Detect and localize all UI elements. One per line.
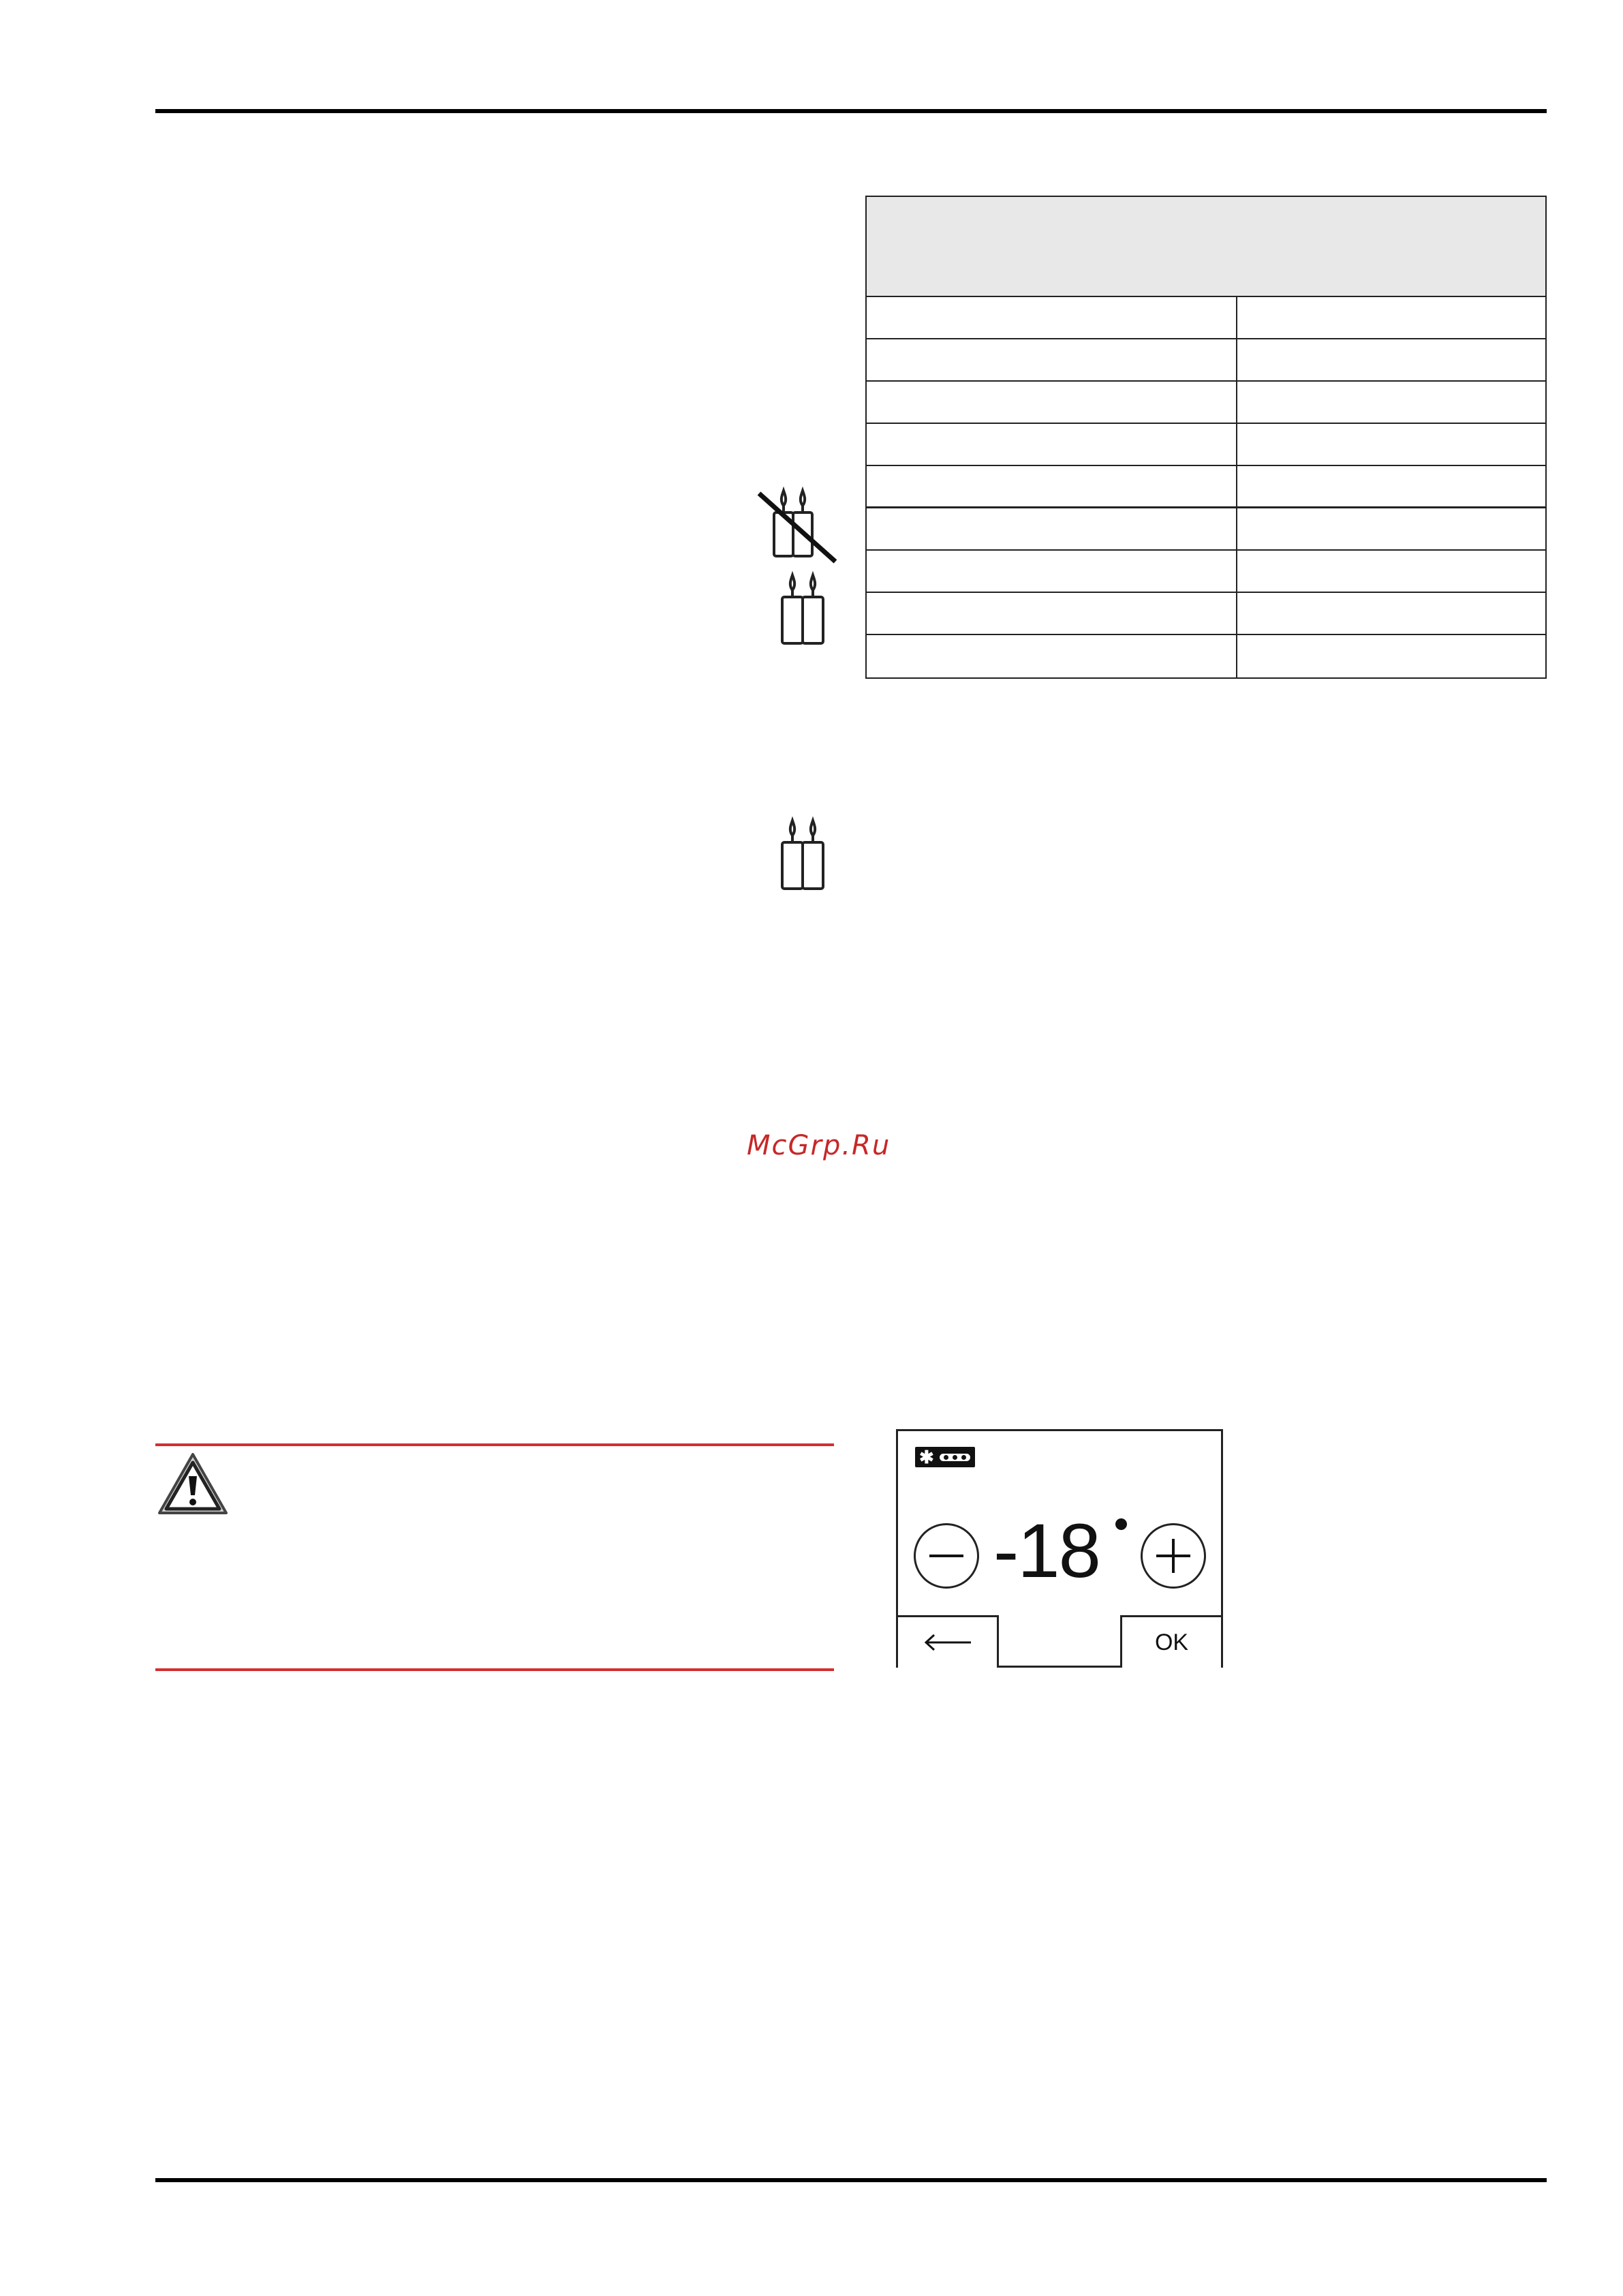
table-cell [1237,635,1545,677]
candles-icon [767,570,849,652]
table-cell [1237,551,1545,592]
bottom-rule [155,2178,1547,2182]
degree-dot [1115,1518,1127,1530]
table-row [867,424,1545,466]
candles-icon [767,815,849,897]
table-cell [1237,466,1545,506]
table-header [867,197,1545,297]
table-cell [867,466,1237,506]
snowflake-icon: ✱ [919,1446,934,1467]
table-cell [867,635,1237,677]
warning-bottom-rule [155,1668,834,1671]
table-cell [1237,593,1545,634]
table-cell [867,382,1237,423]
table-cell [867,339,1237,380]
no-candles-icon [756,485,838,567]
table-cell [1237,508,1545,549]
table-cell [1237,339,1545,380]
table-cell [1237,297,1545,338]
table-row [867,508,1545,551]
table-row [867,466,1545,508]
table-cell [1237,382,1545,423]
watermark-text: McGrp.Ru [747,1130,891,1161]
temperature-display-panel [896,1429,1223,1668]
table-cell [867,551,1237,592]
arrow-left-icon [923,1634,972,1651]
increase-button[interactable] [1141,1523,1206,1589]
table-row [867,297,1545,339]
table-row [867,593,1545,635]
table-row [867,551,1545,593]
warning-triangle-icon [155,1450,230,1518]
table-cell [1237,424,1545,465]
mode-dots [940,1454,970,1461]
table-row [867,382,1545,424]
temperature-value: -18 [993,1508,1100,1593]
warning-top-rule [155,1443,834,1446]
table-cell [867,424,1237,465]
table-row [867,339,1545,382]
minus-circle-icon [929,1552,963,1559]
table-cell [867,593,1237,634]
info-table [865,196,1547,679]
ok-button[interactable]: OK [1120,1615,1221,1668]
table-cell [867,297,1237,338]
freezer-mode-icon [915,1447,975,1467]
back-button[interactable] [898,1615,999,1668]
table-row [867,635,1545,677]
table-cell [867,508,1237,549]
top-rule [155,109,1547,113]
decrease-button[interactable] [914,1523,979,1589]
plus-circle-icon [1156,1539,1190,1573]
